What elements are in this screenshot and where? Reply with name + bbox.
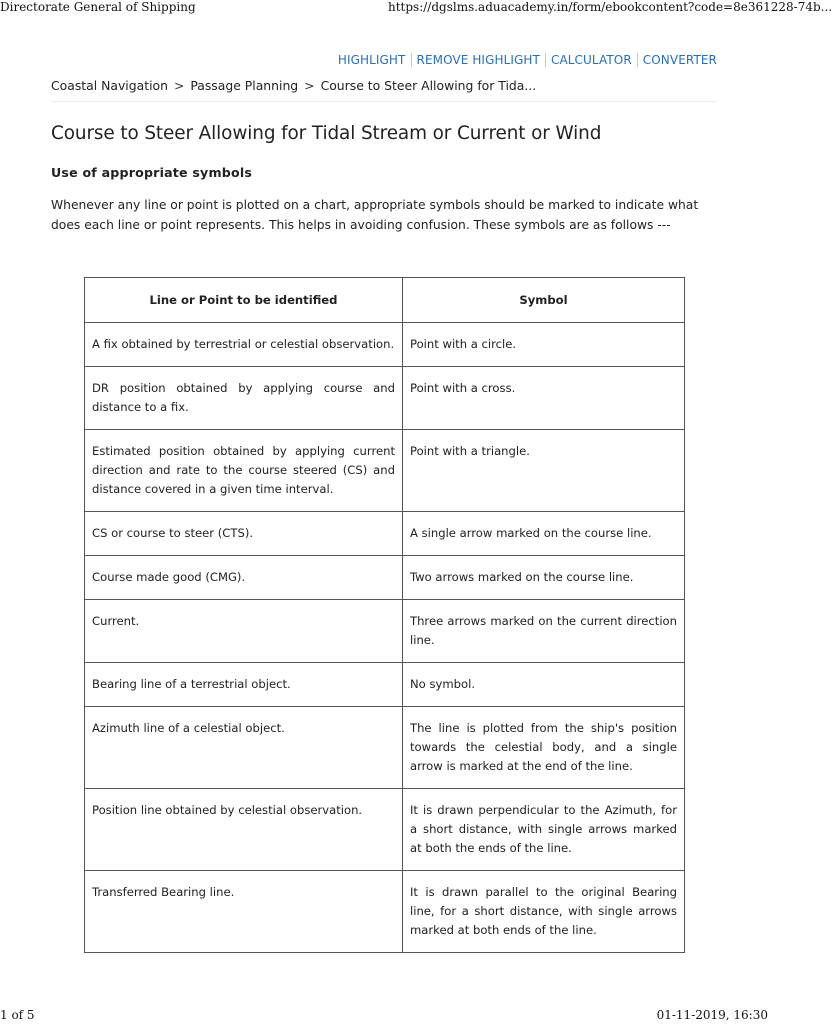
- print-header: [0, 0, 832, 16]
- print-timestamp: 01-11-2019, 16:30: [656, 1008, 768, 1022]
- calculator-button[interactable]: CALCULATOR: [550, 53, 632, 67]
- table-row: [85, 707, 685, 789]
- table-cell-symbol: A single arrow marked on the course line.: [403, 512, 685, 556]
- table-row: [85, 600, 685, 663]
- table-cell-item: Estimated position obtained by applying current direction and rate to the course steered (CS) and distance covered in a given time interval.: [85, 430, 403, 512]
- table-cell-symbol: Two arrows marked on the course line.: [403, 556, 685, 600]
- breadcrumb-separator: >: [304, 78, 315, 93]
- table-row: [85, 556, 685, 600]
- table-row: [85, 430, 685, 512]
- table-row: [85, 789, 685, 871]
- toolbar-divider: [637, 53, 638, 67]
- breadcrumb-passage-planning[interactable]: Passage Planning: [190, 78, 299, 93]
- table-row: [85, 871, 685, 953]
- table-row: [85, 367, 685, 430]
- table-row: [85, 663, 685, 707]
- converter-button[interactable]: CONVERTER: [642, 53, 717, 67]
- section-heading: Use of appropriate symbols: [51, 165, 253, 180]
- breadcrumb-separator: >: [173, 78, 185, 93]
- table-cell-symbol: The line is plotted from the ship's position towards the celestial body, and a single arrow is marked at the end of the line.: [403, 707, 685, 789]
- ebook-toolbar: [338, 51, 717, 69]
- table-cell-symbol: Point with a cross.: [403, 367, 685, 430]
- remove-highlight-button[interactable]: REMOVE HIGHLIGHT: [416, 53, 540, 67]
- toolbar-divider: [411, 53, 412, 67]
- table-cell-symbol: It is drawn parallel to the original Bearing line, for a short distance, with single arrows marked at both ends of the line.: [403, 871, 685, 953]
- table-cell-symbol: No symbol.: [403, 663, 685, 707]
- print-url: https://dgslms.aduacademy.in/form/ebookcontent?code=8e361228-74b...: [388, 0, 832, 14]
- symbols-table: [84, 277, 685, 953]
- table-row: [85, 323, 685, 367]
- breadcrumb-current-topic: Course to Steer Allowing for Tida...: [320, 78, 537, 93]
- table-cell-symbol: It is drawn perpendicular to the Azimuth, for a short distance, with single arrows marked at both the ends of the line.: [403, 789, 685, 871]
- table-header-row: [85, 278, 685, 323]
- table-cell-item: Position line obtained by celestial observation.: [85, 789, 403, 871]
- print-site-title: Directorate General of Shipping: [0, 0, 196, 14]
- symbols-table-container: [84, 277, 684, 977]
- highlight-button[interactable]: HIGHLIGHT: [337, 53, 406, 67]
- breadcrumb-divider: [51, 101, 717, 102]
- column-header-symbol: Symbol: [403, 278, 685, 323]
- table-cell-symbol: Point with a circle.: [403, 323, 685, 367]
- print-footer: [0, 1008, 768, 1024]
- column-header-line-or-point: Line or Point to be identified: [85, 278, 403, 323]
- table-cell-item: DR position obtained by applying course and distance to a fix.: [85, 367, 403, 430]
- print-page-count: 1 of 5: [0, 1008, 35, 1022]
- toolbar-divider: [545, 53, 546, 67]
- table-cell-item: Course made good (CMG).: [85, 556, 403, 600]
- breadcrumb: [51, 77, 717, 99]
- table-cell-item: CS or course to steer (CTS).: [85, 512, 403, 556]
- breadcrumb-coastal-navigation[interactable]: Coastal Navigation: [51, 78, 168, 93]
- table-cell-item: Transferred Bearing line.: [85, 871, 403, 953]
- table-cell-symbol: Three arrows marked on the current direction line.: [403, 600, 685, 663]
- table-cell-item: Current.: [85, 600, 403, 663]
- table-cell-item: Bearing line of a terrestrial object.: [85, 663, 403, 707]
- table-row: [85, 512, 685, 556]
- table-cell-symbol: Point with a triangle.: [403, 430, 685, 512]
- intro-paragraph: Whenever any line or point is plotted on a chart, appropriate symbols should be marked to indicate what does each line or point represents. This helps in avoiding confusion. These symbols are as follows ---: [51, 198, 699, 232]
- table-cell-item: A fix obtained by terrestrial or celestial observation.: [85, 323, 403, 367]
- table-cell-item: Azimuth line of a celestial object.: [85, 707, 403, 789]
- page-title: Course to Steer Allowing for Tidal Stream or Current or Wind: [51, 123, 602, 144]
